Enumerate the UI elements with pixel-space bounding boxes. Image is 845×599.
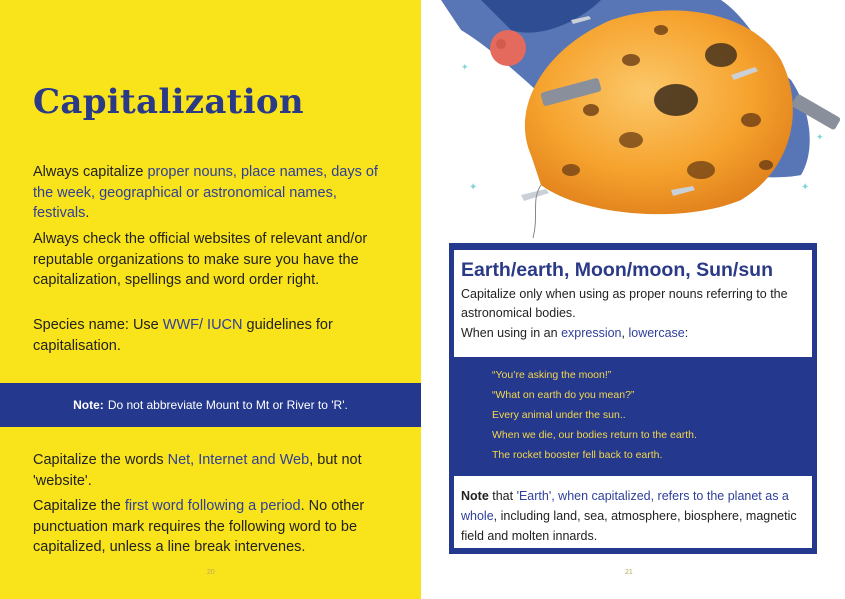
note-earth-text: Note that 'Earth', when capitalized, refers to the planet as a whole, including land, sea, atmosphere, biosphere, magnetic field and molten innards. bbox=[461, 489, 797, 543]
page-number-right: 21 bbox=[625, 569, 633, 576]
page-number-left: 20 bbox=[207, 569, 215, 576]
paragraph-official-websites: Always check the official websites of relevant and/or reputable organizations to make sure you have the capitalization, spellings and word order right. bbox=[33, 231, 368, 288]
example-item: When we die, our bodies return to the earth. bbox=[492, 429, 697, 441]
page-title: Capitalization bbox=[33, 82, 304, 122]
paragraph-net-internet-web: Capitalize the words Net, Internet and Web, but not 'website'. bbox=[33, 452, 362, 489]
intro-expression-text: When using in an expression, lowercase: bbox=[461, 326, 689, 340]
svg-text:✦: ✦ bbox=[816, 132, 824, 142]
example-item: Every animal under the sun.. bbox=[492, 409, 626, 421]
svg-text:✦: ✦ bbox=[461, 62, 469, 72]
paragraph-proper-nouns: Always capitalize proper nouns, place names, days of the week, geographical or astronomical names, festivals. bbox=[33, 164, 378, 221]
cheese-planet-illustration bbox=[421, 0, 845, 240]
example-item: The rocket booster fell back to earth. bbox=[492, 449, 663, 461]
paragraph-species-name: Species name: Use WWF/ IUCN guidelines for capitalisation. bbox=[33, 317, 333, 354]
example-item: “What on earth do you mean?” bbox=[492, 389, 635, 401]
svg-text:✦: ✦ bbox=[469, 182, 478, 193]
note-band: Note: Do not abbreviate Mount to Mt or River to 'R'. bbox=[0, 383, 421, 427]
example-item: “You’re asking the moon!” bbox=[492, 369, 612, 381]
intro-text: Capitalize only when using as proper nouns referring to the astronomical bodies. bbox=[461, 287, 788, 320]
paragraph-first-word-period: Capitalize the first word following a period. No other punctuation mark requires the following word to be capitalized, unless a line break intervenes. bbox=[33, 498, 365, 555]
svg-text:✦: ✦ bbox=[801, 182, 810, 193]
section-heading: Earth/earth, Moon/moon, Sun/sun bbox=[461, 259, 773, 281]
